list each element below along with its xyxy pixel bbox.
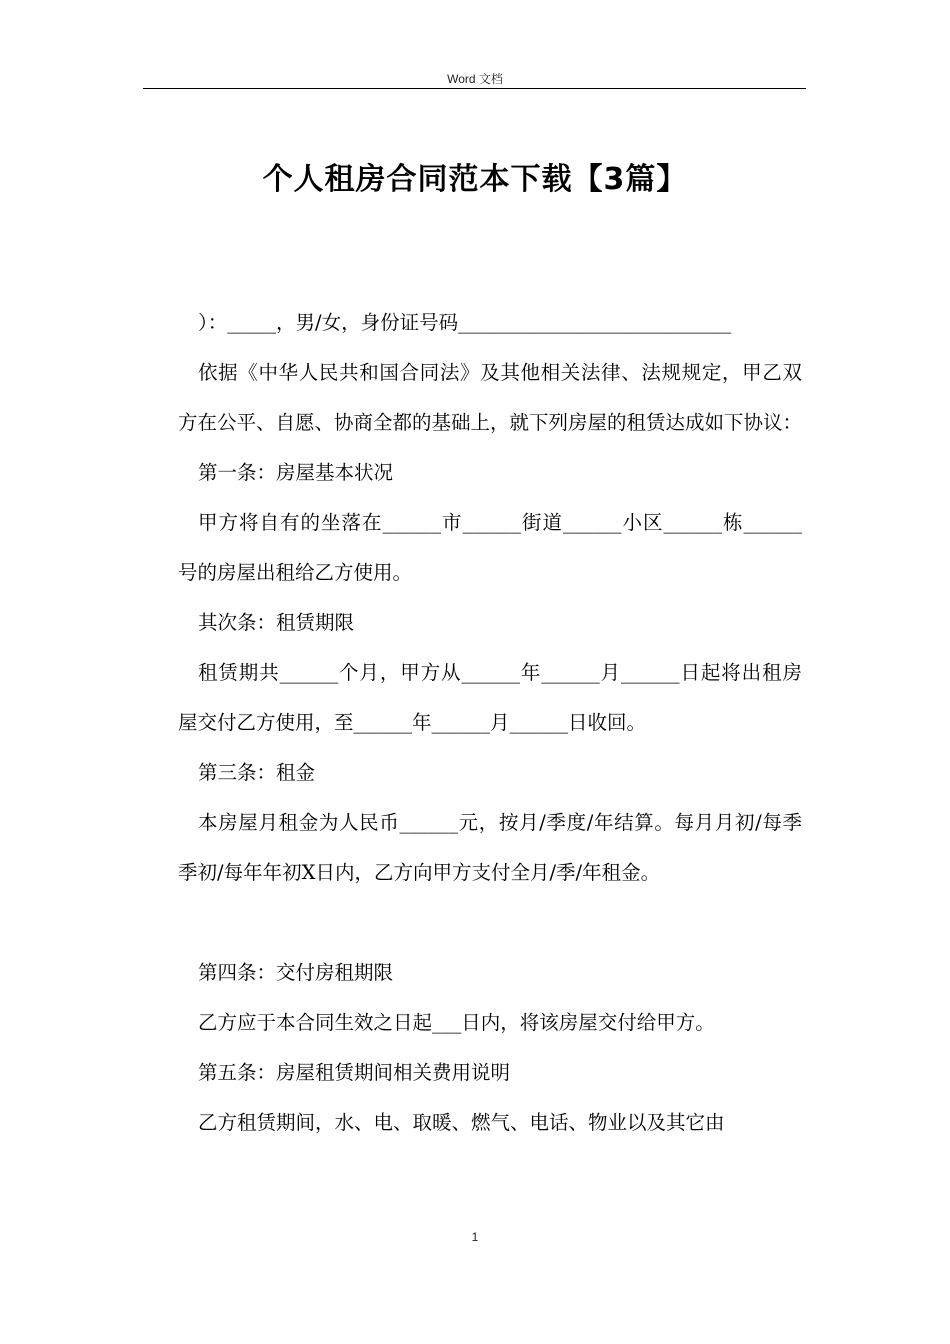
heading-article-4: 第四条：交付房租期限: [198, 961, 394, 984]
paragraph-article-4: 乙方应于本合同生效之日起___日内，将该房屋交付给甲方。: [198, 1011, 715, 1034]
document-body: [178, 298, 802, 1148]
paragraph-article-5: 乙方租赁期间，水、电、取暖、燃气、电话、物业以及其它由: [198, 1111, 725, 1134]
paragraph-article-3: 本房屋月租金为人民币______元，按月/季度/年结算。每月月初/每季季初/每年年初X日内，乙方向甲方支付全月/季/年租金。: [178, 811, 802, 884]
heading-article-5: 第五条：房屋租赁期间相关费用说明: [198, 1061, 511, 1084]
document-header-label: Word 文档: [447, 72, 503, 86]
paragraph-article-1: 甲方将自有的坐落在______市______街道______小区______栋______号的房屋出租给乙方使用。: [178, 511, 802, 584]
heading-article-1: 第一条：房屋基本状况: [198, 461, 394, 484]
paragraph-legal-basis: 依据《中华人民共和国合同法》及其他相关法律、法规规定，甲乙双方在公平、自愿、协商全都的基础上，就下列房屋的租赁达成如下协议：: [178, 361, 803, 434]
page-number: 1: [471, 1230, 479, 1244]
heading-article-3: 第三条：租金: [198, 761, 316, 784]
paragraph-party-info: ）：_____，男/女，身份证号码____________________________: [198, 311, 732, 334]
header-divider: [143, 88, 806, 89]
heading-article-2: 其次条：租赁期限: [198, 611, 355, 634]
document-title: 个人租房合同范本下载【3篇】: [262, 162, 688, 197]
paragraph-article-2: 租赁期共______个月，甲方从______年______月______日起将出租房屋交付乙方使用，至______年______月______日收回。: [178, 661, 802, 734]
